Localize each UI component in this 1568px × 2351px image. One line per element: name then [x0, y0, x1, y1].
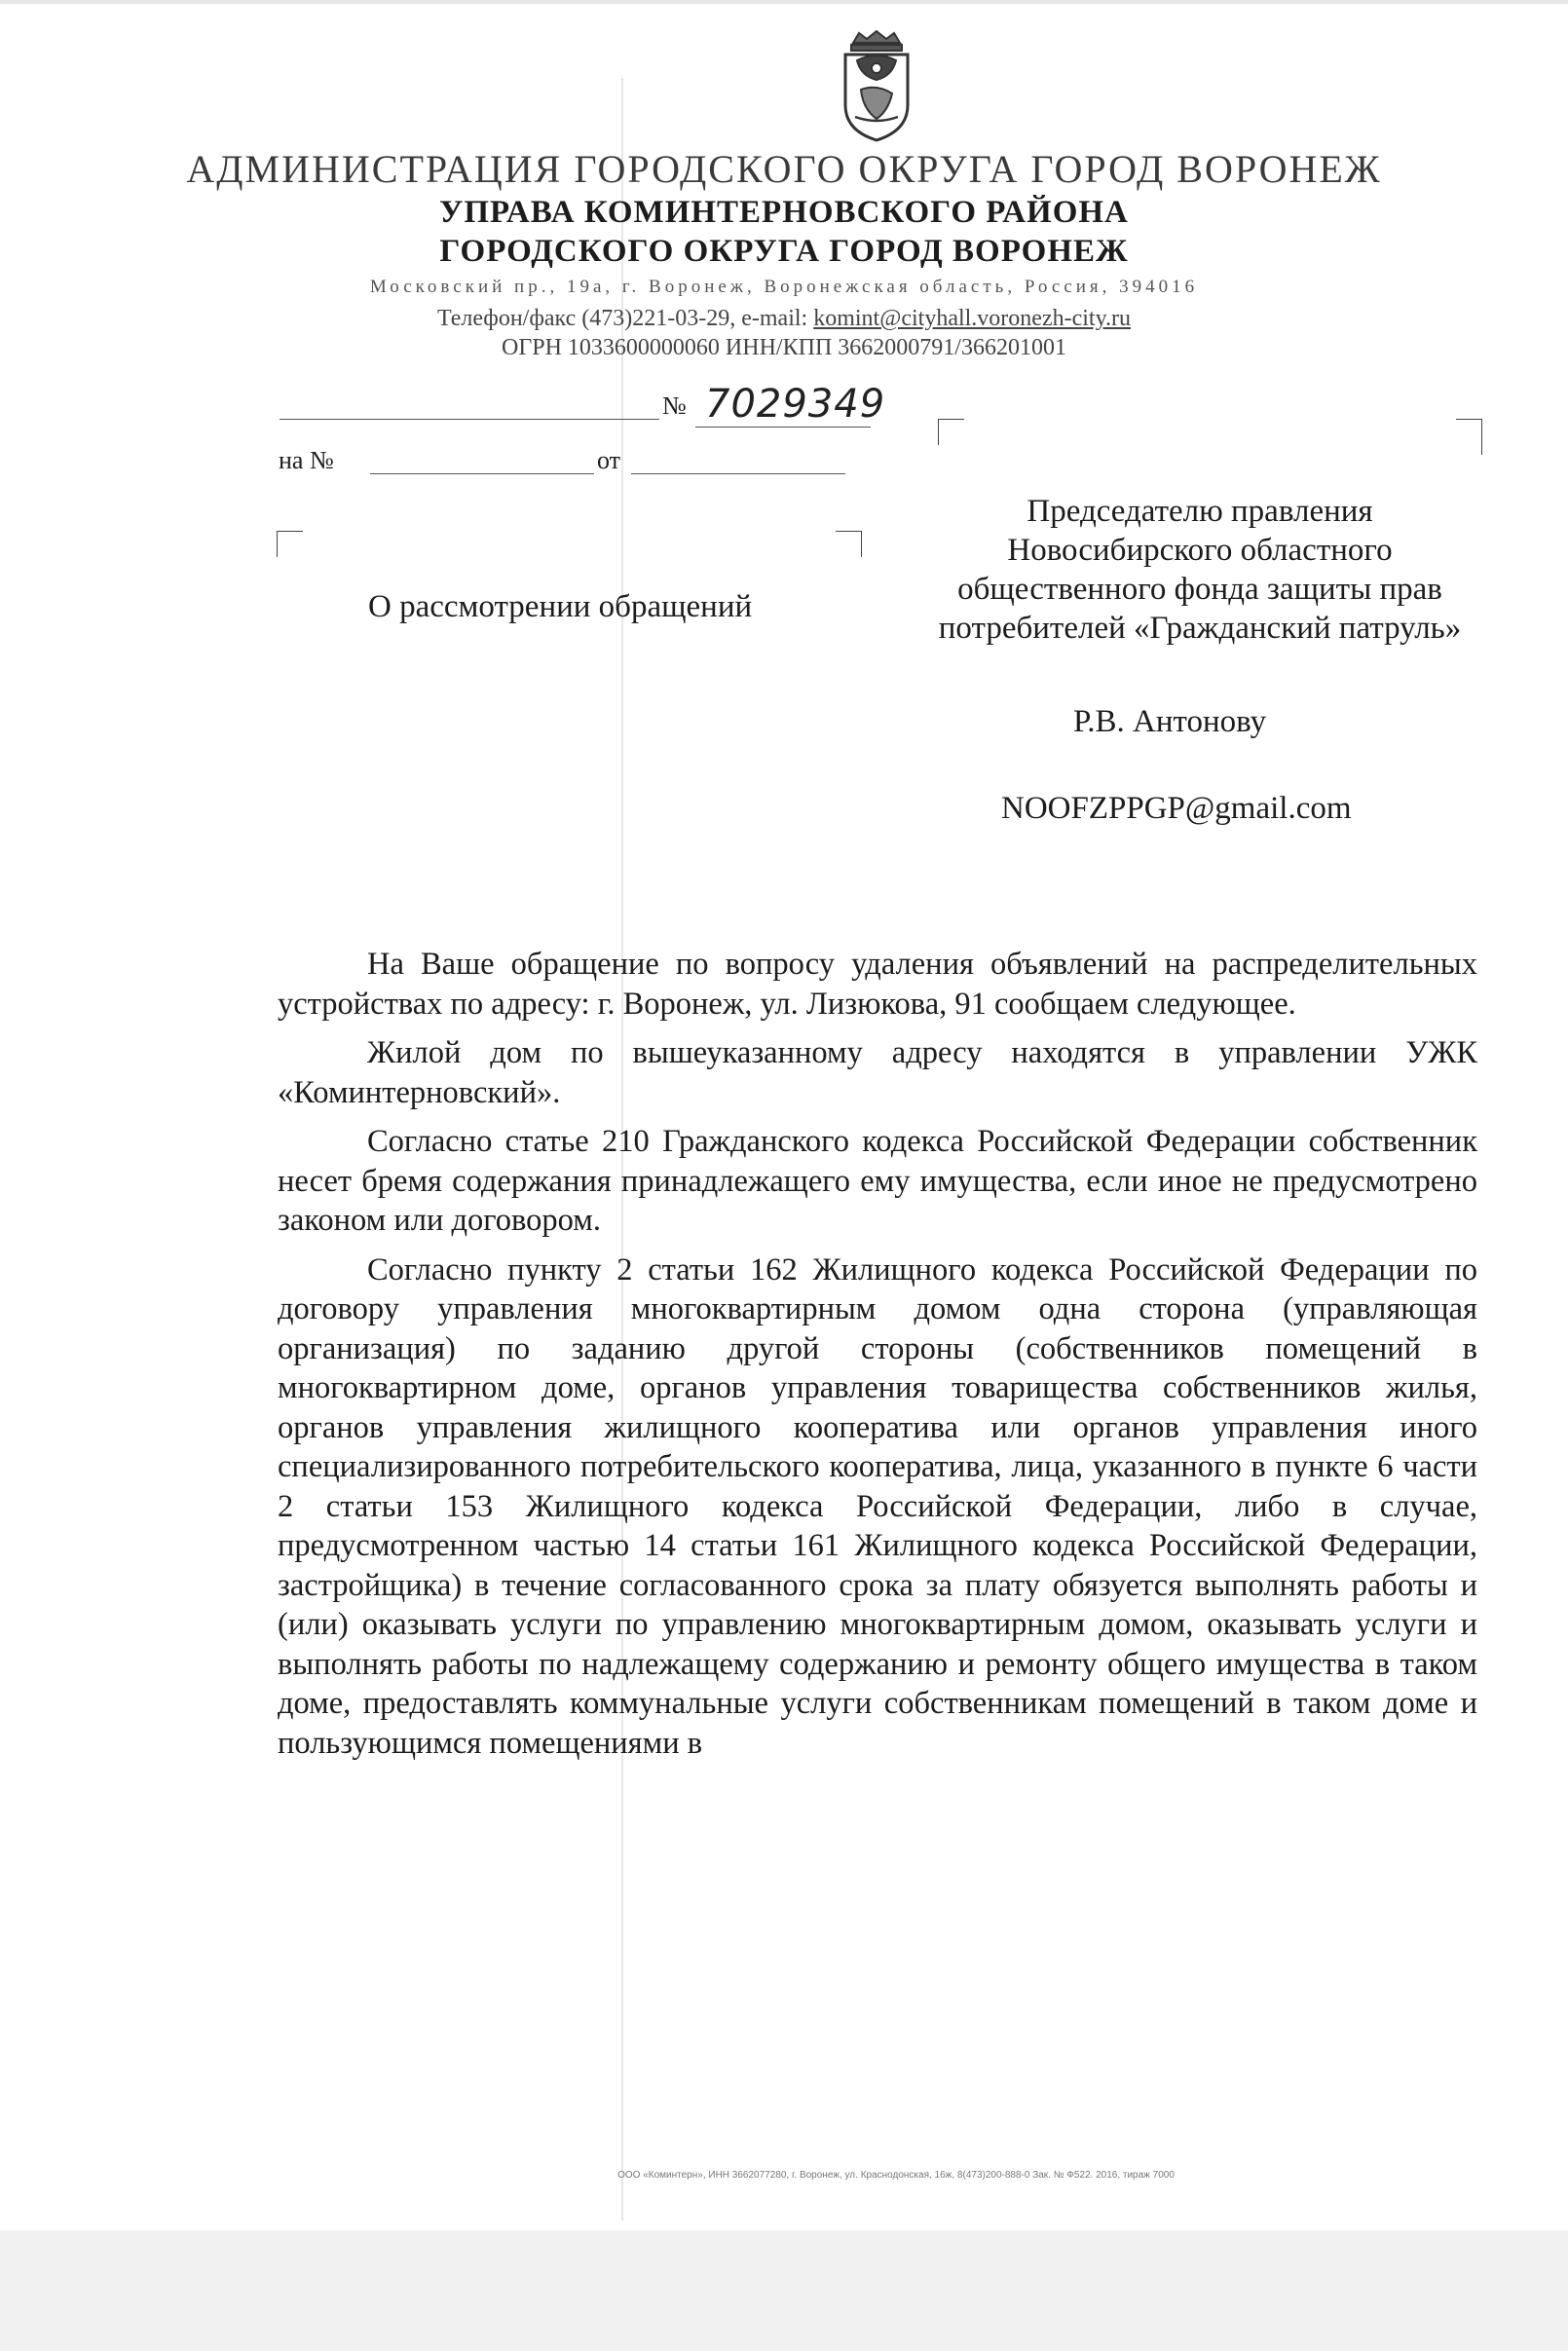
addressee-block: [888, 492, 1512, 648]
subject-corner-right: [836, 531, 862, 557]
administration-title: АДМИНИСТРАЦИЯ ГОРОДСКОГО ОКРУГА ГОРОД ВОРОНЕЖ: [186, 147, 1382, 191]
incoming-date-line: [631, 473, 845, 474]
addressee-line: Председателю правления: [1027, 494, 1373, 529]
coat-of-arms-icon: [840, 29, 914, 144]
letter-body: [278, 945, 1477, 1773]
outgoing-number-label: №: [662, 392, 687, 420]
addressee-line: Новосибирского областного: [1007, 533, 1393, 568]
addressee-line: потребителей «Гражданский патруль»: [938, 611, 1462, 646]
addressee-line: общественного фонда защиты прав: [957, 572, 1442, 607]
body-paragraph: Жилой дом по вышеуказанному адресу находятся в управлении УЖК «Коминтерновский».: [278, 1035, 1477, 1110]
addressee-corner-left: [938, 419, 964, 445]
phone-fax: Телефон/факс (473)221-03-29, e-mail:: [436, 306, 814, 331]
sender-email-link[interactable]: komint@cityhall.voronezh-city.ru: [813, 306, 1132, 331]
addressee-name: Р.В. Антонову: [1073, 704, 1267, 739]
incoming-number-label: на №: [279, 446, 334, 474]
scan-edge-top: [0, 0, 1568, 4]
letter-subject: О рассмотрении обращений: [368, 589, 753, 624]
city-district-title: ГОРОДСКОГО ОКРУГА ГОРОД ВОРОНЕЖ: [439, 234, 1129, 269]
subject-corner-left: [277, 531, 303, 557]
addressee-corner-right: [1456, 419, 1482, 455]
outgoing-number-line: [695, 427, 871, 428]
outgoing-date-line: [280, 419, 659, 420]
body-paragraph: Согласно пункту 2 статьи 162 Жилищного кодекса Российской Федерации по договору управления многоквартирным домом одна сторона (управляющая организация) по заданию другой стороны (собственников помещений в многоквартирном доме, органов управления товарищества собственников жилья, органов управления жилищного кооператива или органов управления иного специализированного потребительского кооператива, лица, указанного в пункте 6 части 2 статьи 153 Жилищного кодекса Российской Федерации, либо в случае, предусмотренном частью 14 статьи 161 Жилищного кодекса Российской Федерации, застройщика) в течение согласованного срока за плату обязуется выполнять работы и (или) оказывать услуги по управлению многоквартирным домом, оказывать услуги и выполнять работы по надлежащему содержанию и ремонту общего имущества в таком доме, предоставлять коммунальные услуги собственникам помещений в таком доме и пользующимся помещениями в: [278, 1251, 1477, 1761]
incoming-number-line: [370, 473, 594, 474]
sender-contacts: [0, 306, 1568, 332]
outgoing-number-handwritten: 7029349: [705, 382, 886, 427]
body-paragraph: На Ваше обращение по вопросу удаления объявлений на распределительных устройствах по адресу: г. Воронеж, ул. Лизюкова, 91 сообщаем следующее.: [278, 947, 1477, 1022]
uprava-title: УПРАВА КОМИНТЕРНОВСКОГО РАЙОНА: [439, 195, 1129, 230]
sender-registration: ОГРН 1033600000060 ИНН/КПП 3662000791/366201001: [502, 335, 1066, 360]
incoming-date-label: от: [597, 446, 621, 474]
addressee-email: NOOFZPPGP@gmail.com: [1001, 791, 1352, 826]
printer-imprint: ООО «Коминтерн», ИНН 3662077280, г. Воронеж, ул. Краснодонская, 16ж, 8(473)200-888-0 Зак. № Ф522. 2016, тираж 7000: [617, 2170, 1175, 2181]
sender-address: Московский пр., 19а, г. Воронеж, Воронежская область, Россия, 394016: [369, 277, 1199, 297]
body-paragraph: Согласно статье 210 Гражданского кодекса Российской Федерации собственник несет бремя содержания принадлежащего ему имущества, если иное не предусмотрено законом или договором.: [278, 1124, 1477, 1238]
scan-edge-bottom: [0, 2230, 1568, 2351]
